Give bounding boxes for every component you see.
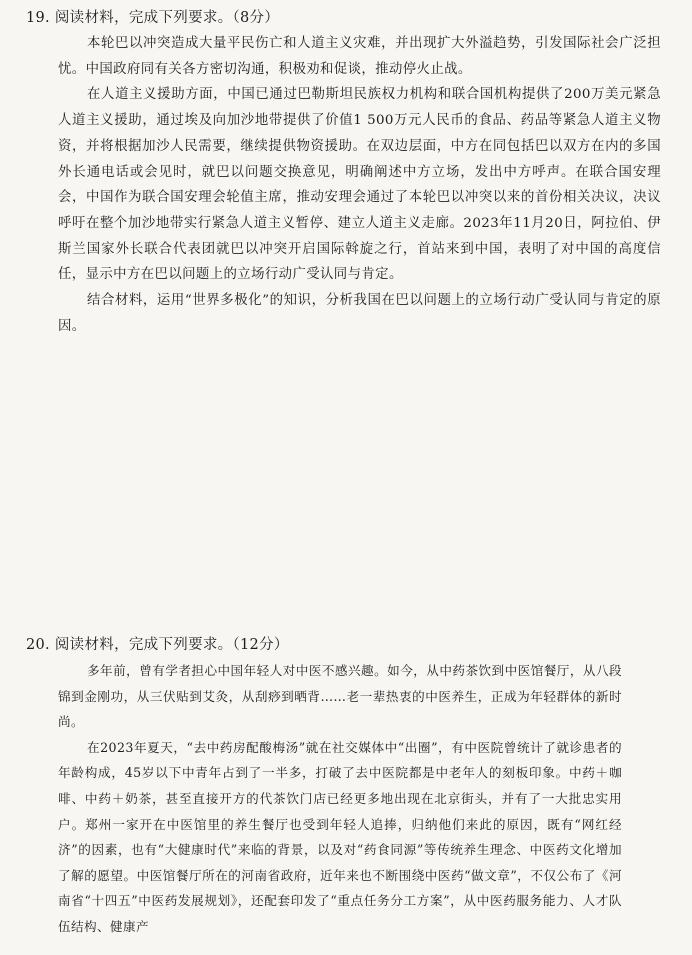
- q20-paragraph-2: 在2023年夏天，“去中药房配酸梅汤”就在社交媒体中“出圈”，有中医院曾统计了就诊患者的年龄构成，45岁以下中青年占到了一半多，打破了去中医院都是中老年人的刻板印象。中药＋咖啡、中药＋奶茶，甚至直接开方的代茶饮门店已经更多地出现在北京街头，并有了一大批忠实用户。郑州一家开在中医馆里的养生餐厅也受到年轻人追捧，归纳他们来此的原因，既有“网红经济”的因素，也有“大健康时代”来临的背景，以及对“药食同源”等传统养生理念、中医药文化增加了解的愿望。中医馆餐厅所在的河南省政府，近年来也不断围绕中医药“做文章”，不仅公布了《河南省“十四五”中医药发展规划》，还配套印发了“重点任务分工方案”，从中医药服务能力、人才队伍结构、健康产: [58, 739, 622, 934]
- question-19: [0, 8, 692, 339]
- question-19-header: 19. 阅读材料，完成下列要求。（8分）: [26, 10, 280, 26]
- question-20-header: 20. 阅读材料，完成下列要求。（12分）: [26, 637, 289, 653]
- question-20: [0, 635, 692, 940]
- q19-paragraph-1: 本轮巴以冲突造成大量平民伤亡和人道主义灾难，并出现扩大外溢趋势，引发国际社会广泛担忧。中国政府同有关各方密切沟通，积极劝和促谈，推动停火止战。: [58, 36, 661, 77]
- q19-paragraph-3: 结合材料，运用“世界多极化”的知识，分析我国在巴以问题上的立场行动广受认同与肯定的原因。: [58, 293, 661, 334]
- q19-paragraph-2: 在人道主义援助方面，中国已通过巴勒斯坦民族权力机构和联合国机构提供了200万美元紧急人道主义援助，通过埃及向加沙地带提供了价值1 500万元人民币的食品、药品等紧急人道主义物资，并将根据加沙人民需要，继续提供物资援助。在双边层面，中方在同包括巴以双方在内的多国外长通电话或会见时，就巴以问题交换意见，明确阐述中方立场，发出中方呼声。在联合国安理会，中国作为联合国安理会轮值主席，推动安理会通过了本轮巴以冲突以来的首份相关决议，决议呼吁在整个加沙地带实行紧急人道主义暂停、建立人道主义走廊。2023年11月20日，阿拉伯、伊斯兰国家外长联合代表团就巴以冲突开启国际斡旋之行，首站来到中国，表明了对中国的高度信任，显示中方在巴以问题上的立场行动广受认同与肯定。: [58, 87, 661, 283]
- q20-paragraph-1: 多年前，曾有学者担心中国年轻人对中医不感兴趣。如今，从中药茶饮到中医馆餐厅，从八段锦到金刚功，从三伏贴到艾灸，从刮痧到晒背……老一辈热衷的中医养生，正成为年轻群体的新时尚。: [58, 663, 622, 730]
